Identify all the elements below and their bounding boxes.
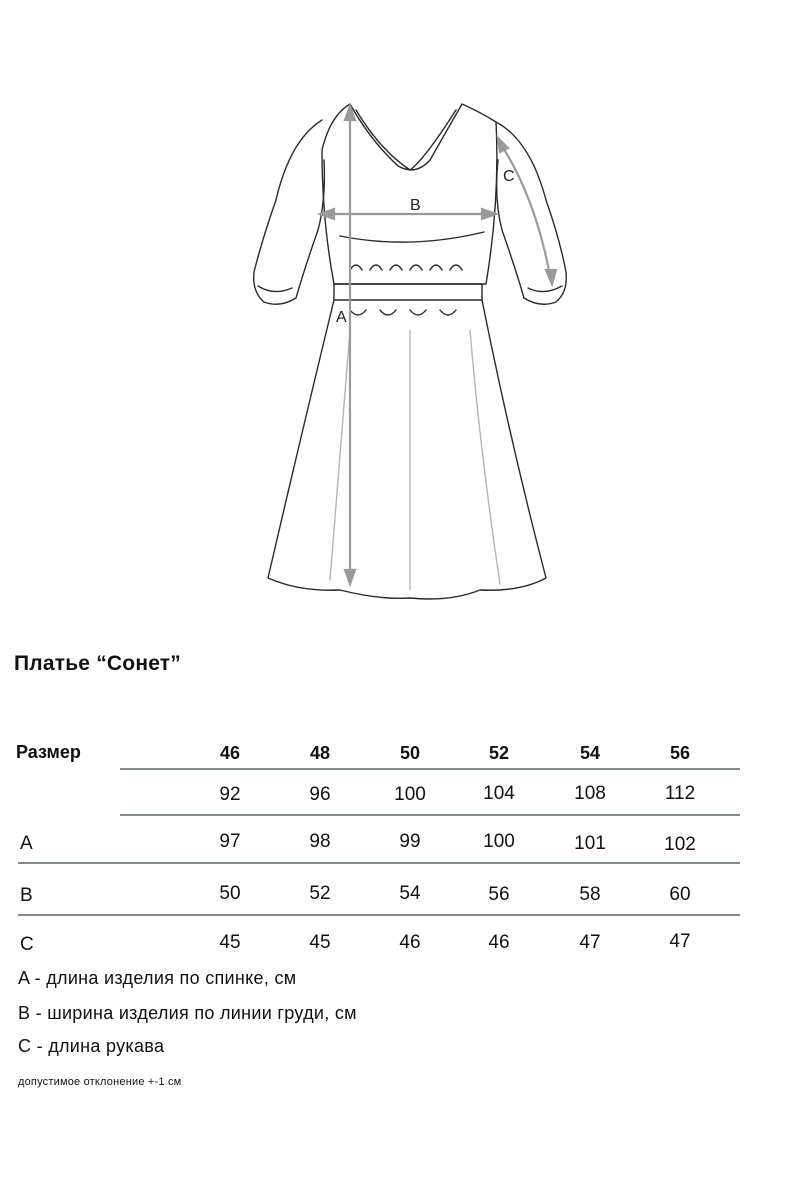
chest-cell: 92 — [219, 784, 241, 805]
table-cell: 47 — [579, 932, 601, 953]
table-cell: 47 — [669, 931, 691, 952]
skirt-outline — [268, 300, 546, 599]
product-title: Платье “Сонет” — [14, 652, 181, 675]
table-cell: 46 — [488, 932, 510, 953]
size-cell: 52 — [488, 743, 510, 763]
table-cell: 99 — [399, 831, 421, 852]
chest-cell: 100 — [394, 784, 426, 805]
tolerance-note: допустимое отклонение +-1 см — [18, 1076, 182, 1088]
measure-c-line — [502, 146, 550, 276]
row-label-a: A — [20, 833, 33, 854]
chest-cell: 96 — [309, 784, 331, 805]
table-divider — [120, 814, 740, 816]
chest-cell: 104 — [483, 783, 515, 804]
table-cell: 58 — [579, 884, 601, 905]
measure-c-label: C — [503, 168, 515, 185]
chest-cell: 108 — [574, 783, 606, 804]
size-cell: 54 — [579, 743, 601, 763]
measure-b-label: B — [410, 197, 421, 214]
measure-a-label: A — [336, 309, 347, 326]
size-cell: 46 — [219, 743, 241, 763]
table-cell: 54 — [399, 883, 421, 904]
legend-c: C - длина рукава — [18, 1036, 165, 1056]
table-cell: 45 — [219, 932, 241, 953]
row-label-b: B — [20, 885, 33, 906]
size-cell: 56 — [669, 743, 691, 763]
table-cell: 56 — [488, 884, 510, 905]
bodice-outline — [322, 104, 497, 284]
table-divider — [18, 914, 740, 916]
table-cell: 60 — [669, 884, 691, 905]
table-cell: 45 — [309, 932, 331, 953]
table-cell: 102 — [664, 834, 696, 855]
chest-cell: 112 — [664, 783, 696, 804]
table-cell: 97 — [219, 831, 241, 852]
table-cell: 101 — [574, 833, 606, 854]
table-divider — [120, 768, 740, 770]
table-divider — [18, 862, 740, 864]
legend-a: A - длина изделия по спинке, см — [18, 968, 297, 988]
size-cell: 48 — [309, 743, 331, 763]
size-cell: 50 — [399, 743, 421, 763]
table-cell: 46 — [399, 932, 421, 953]
table-cell: 100 — [483, 831, 515, 852]
size-header: Размер — [16, 742, 81, 762]
row-label-c: C — [20, 934, 34, 955]
table-cell: 50 — [219, 883, 241, 904]
table-cell: 52 — [309, 883, 331, 904]
waistband — [334, 284, 482, 300]
dress-sketch — [200, 90, 600, 610]
left-sleeve — [254, 120, 325, 304]
legend-b: B - ширина изделия по линии груди, см — [18, 1003, 357, 1023]
table-cell: 98 — [309, 831, 331, 852]
